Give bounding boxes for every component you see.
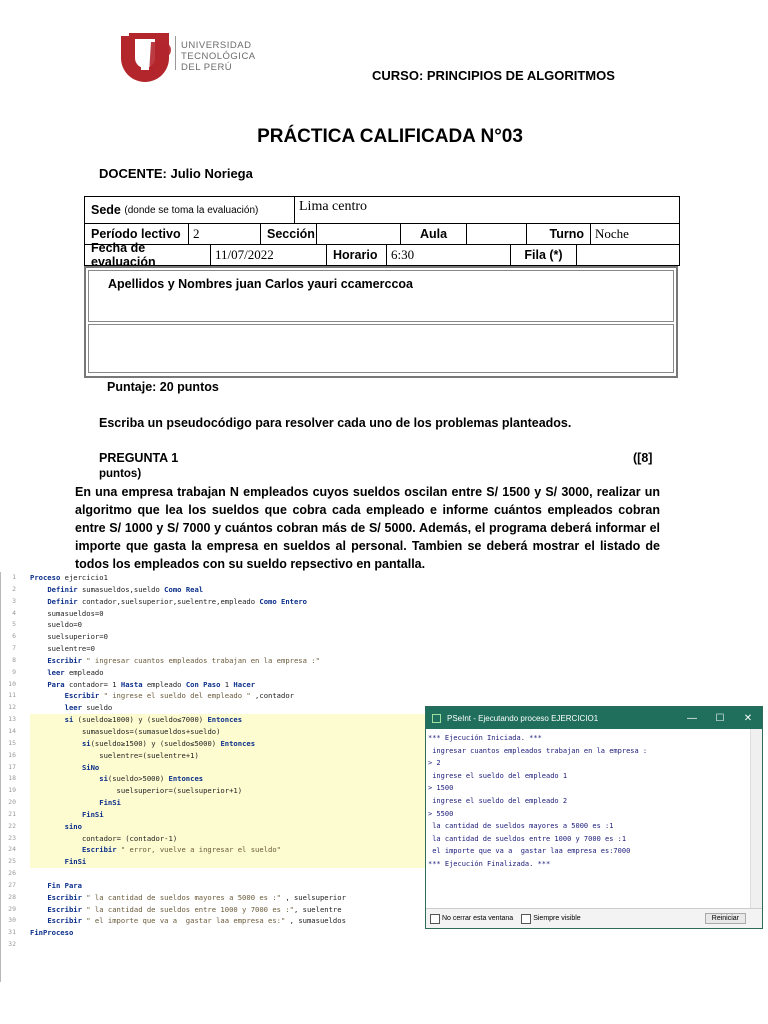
- fecha-row: [85, 241, 679, 269]
- code-text: contador= (contador-1): [81, 833, 178, 843]
- code-text: Escribir " ingrese el sueldo del empleado " ,contador: [64, 691, 294, 701]
- sede-label-cell: [85, 197, 295, 223]
- docente-label: DOCENTE: Julio Noriega: [99, 166, 253, 181]
- code-text: Escribir " ingresar cuantos empleados trabajan en la empresa :": [47, 655, 320, 665]
- course-title: CURSO: PRINCIPIOS DE ALGORITMOS: [372, 68, 615, 83]
- code-text: Definir contador,suelsuperior,suelentre,empleado Como Entero: [47, 596, 307, 606]
- code-line: [0, 762, 430, 774]
- code-text: Escribir " la cantidad de sueldos mayores a 5000 es :" , suelsuperior: [47, 892, 346, 902]
- line-number: 9: [12, 667, 16, 676]
- aula-value: [467, 224, 527, 244]
- line-number: 21: [8, 809, 16, 818]
- turno-value: Noche: [595, 226, 629, 241]
- code-text: Proceso ejercicio1: [30, 573, 108, 582]
- code-editor: [0, 572, 430, 951]
- sede-value: Lima centro: [299, 199, 368, 214]
- code-line: [0, 773, 430, 785]
- code-line: [0, 714, 430, 726]
- console-line: la cantidad de sueldos entre 1000 y 7000 es :1: [428, 834, 627, 843]
- close-button[interactable]: ✕: [743, 712, 753, 724]
- code-line: [0, 584, 430, 596]
- line-number: 27: [8, 880, 16, 889]
- code-line: [0, 572, 430, 584]
- line-number: 7: [12, 644, 16, 653]
- sede-note: (donde se toma la evaluación): [124, 204, 259, 216]
- line-number: 22: [8, 821, 16, 830]
- line-number: 5: [12, 620, 16, 629]
- code-text: FinSi: [64, 857, 87, 867]
- periodo-label: Período lectivo: [85, 224, 189, 244]
- puntaje-label: Puntaje: 20 puntos: [107, 380, 219, 394]
- line-number: 16: [8, 750, 16, 759]
- code-text: si(sueldo≥1500) y (sueldo≤5000) Entonces: [81, 738, 256, 748]
- info-table: [84, 196, 680, 269]
- line-number: 23: [8, 833, 16, 842]
- console-line: *** Ejecución Finalizada. ***: [428, 859, 551, 868]
- code-text: sino: [64, 821, 82, 831]
- code-text: si (sueldo≥1000) y (sueldo≤7000) Entonces: [64, 715, 243, 725]
- no-cerrar-checkbox[interactable]: [430, 914, 440, 924]
- code-line: [0, 868, 430, 880]
- code-line: [0, 892, 430, 904]
- reiniciar-button[interactable]: Reiniciar: [705, 913, 746, 924]
- page-title: [0, 126, 768, 148]
- code-line: [0, 821, 430, 833]
- code-line: [0, 809, 430, 821]
- code-line: [0, 631, 430, 643]
- seccion-label: Sección: [261, 224, 317, 244]
- instruction-text: Escriba un pseudocódigo para resolver cada uno de los problemas planteados.: [99, 416, 572, 430]
- code-line: [0, 738, 430, 750]
- code-line: [0, 939, 430, 951]
- pseint-window: [425, 706, 763, 929]
- code-line: [0, 785, 430, 797]
- line-number: 31: [8, 928, 16, 937]
- code-line: [0, 655, 430, 667]
- code-text: sumasueldos=(sumasueldos+sueldo): [81, 726, 221, 736]
- line-number: 1: [12, 573, 16, 581]
- code-text: suelentre=(suelentre+1): [99, 750, 199, 760]
- code-text: suelentre=0: [47, 644, 95, 654]
- university-name: [181, 40, 256, 73]
- line-number: 13: [8, 715, 16, 724]
- turno-label: Turno: [527, 224, 591, 244]
- logo-line: DEL PERÚ: [181, 62, 233, 73]
- line-number: 25: [8, 857, 16, 866]
- line-number: 14: [8, 726, 16, 735]
- code-line: [0, 702, 430, 714]
- question-title: PREGUNTA 1: [99, 451, 179, 465]
- line-number: 12: [8, 703, 16, 712]
- code-highlight: [30, 856, 428, 868]
- line-number: 28: [8, 892, 16, 901]
- console-line: > 1500: [428, 784, 454, 793]
- console-line: ingrese el sueldo del empleado 2: [428, 796, 568, 805]
- line-number: 32: [8, 940, 16, 949]
- periodo-value: 2: [189, 224, 261, 244]
- console-line: el importe que va a gastar laa empresa es:7000: [428, 847, 631, 856]
- code-text: sumasueldos=0: [47, 608, 104, 618]
- console-line: > 2: [428, 759, 441, 768]
- no-cerrar-label: No cerrar esta ventana: [442, 915, 514, 922]
- code-line: [0, 927, 430, 939]
- question-points-cont: puntos): [99, 468, 142, 480]
- horario-label: Horario: [327, 245, 387, 265]
- code-text: Escribir " error, vuelve a ingresar el sueldo": [81, 845, 281, 855]
- code-line: [0, 880, 430, 892]
- question-points: ([8]: [633, 451, 653, 465]
- aula-label: Aula: [401, 224, 467, 244]
- code-line: [0, 904, 430, 916]
- code-text: Para contador= 1 Hasta empleado Con Paso 1 Hacer: [47, 679, 256, 689]
- fecha-label: Fecha de evaluación: [85, 245, 211, 265]
- console-line: ingresar cuantos empleados trabajan en la empresa :: [428, 746, 648, 755]
- code-text: suelsuperior=(suelsuperior+1): [116, 786, 243, 796]
- code-line: [0, 797, 430, 809]
- siempre-visible-checkbox[interactable]: [521, 914, 531, 924]
- code-text: leer sueldo: [64, 703, 113, 713]
- page-title-text: PRÁCTICA CALIFICADA N°03: [257, 126, 523, 147]
- line-number: 24: [8, 845, 16, 854]
- code-text: leer empleado: [47, 667, 104, 677]
- line-number: 10: [8, 679, 16, 688]
- code-line: [0, 750, 430, 762]
- line-number: 20: [8, 798, 16, 807]
- code-line: [0, 844, 430, 856]
- console-line: ingrese el sueldo del empleado 1: [428, 771, 568, 780]
- code-text: sueldo=0: [47, 620, 82, 630]
- code-text: FinSi: [81, 809, 104, 819]
- code-line: [0, 667, 430, 679]
- siempre-visible-label: Siempre visible: [533, 915, 581, 922]
- code-line: [0, 596, 430, 608]
- line-number: 15: [8, 738, 16, 747]
- line-number: 18: [8, 774, 16, 783]
- line-number: 26: [8, 869, 16, 878]
- code-line: [0, 726, 430, 738]
- logo-line: TECNOLÓGICA: [181, 51, 256, 62]
- code-text: FinProceso: [30, 928, 74, 938]
- console-scrollbar[interactable]: [750, 729, 762, 909]
- code-line: [0, 915, 430, 927]
- window-footer: [426, 908, 762, 928]
- maximize-button[interactable]: ☐: [715, 712, 725, 724]
- console-output: [426, 729, 750, 909]
- code-text: Escribir " la cantidad de sueldos entre 1000 y 7000 es :", suelentre: [47, 904, 342, 914]
- line-number: 4: [12, 608, 16, 617]
- question-text: En una empresa trabajan N empleados cuyos sueldos oscilan entre S/ 1500 y S/ 3000, realizar un algoritmo que lea los sueldos que cobra cada empleado e informe cuántos empleados cobran entre S/ 1000 y S/ 7000 y cuántos cobran más de S/ 5000. Además, el programa deberá informar el importe que gasta la empresa en sueldos al personal. Tambien se deberá mostrar el listado de todos los empleados con su sueldo repsectivo en pantalla.: [75, 485, 660, 571]
- name-box-lower: [88, 324, 674, 373]
- code-highlight: [30, 821, 428, 833]
- logo-line: UNIVERSIDAD: [181, 40, 252, 51]
- line-number: 3: [12, 596, 16, 605]
- line-number: 30: [8, 916, 16, 925]
- code-text: FinSi: [99, 798, 121, 808]
- line-number: 17: [8, 762, 16, 771]
- line-number: 29: [8, 904, 16, 913]
- code-line: [0, 856, 430, 868]
- console-line: *** Ejecución Iniciada. ***: [428, 734, 542, 742]
- line-number: 19: [8, 786, 16, 795]
- code-text: Escribir " el importe que va a gastar laa empresa es:" , sumasueldos: [47, 916, 346, 926]
- code-text: SiNo: [81, 762, 100, 772]
- window-titlebar: [426, 707, 762, 729]
- code-line: [0, 690, 430, 702]
- fila-label: Fila (*): [511, 245, 577, 265]
- code-line: [0, 679, 430, 691]
- student-name: Apellidos y Nombres juan Carlos yauri ccamerccoa: [108, 277, 413, 291]
- console-line: > 5500: [428, 809, 454, 818]
- line-number: 6: [12, 632, 16, 641]
- code-text: Definir sumasueldos,sueldo Como Real: [47, 584, 204, 594]
- line-number: 8: [12, 655, 16, 664]
- fila-value: [577, 245, 679, 265]
- code-line: [0, 608, 430, 620]
- code-line: [0, 619, 430, 631]
- code-text: si(sueldo>5000) Entonces: [99, 774, 204, 784]
- window-title: PSeInt - Ejecutando proceso EJERCICIO1: [447, 713, 599, 723]
- code-text: suelsuperior=0: [47, 632, 108, 642]
- console-line: la cantidad de sueldos mayores a 5000 es :1: [428, 822, 614, 831]
- line-number: 2: [12, 584, 16, 593]
- code-text: Fin Para: [47, 880, 82, 890]
- line-number: 11: [8, 691, 16, 700]
- sede-row: [85, 197, 679, 224]
- horario-value: 6:30: [387, 245, 511, 265]
- fecha-value: 11/07/2022: [211, 245, 327, 265]
- seccion-value: [317, 224, 401, 244]
- minimize-button[interactable]: —: [687, 712, 697, 724]
- pseint-app-icon: [432, 714, 441, 723]
- sede-label: Sede: [91, 203, 121, 217]
- code-line: [0, 833, 430, 845]
- code-line: [0, 643, 430, 655]
